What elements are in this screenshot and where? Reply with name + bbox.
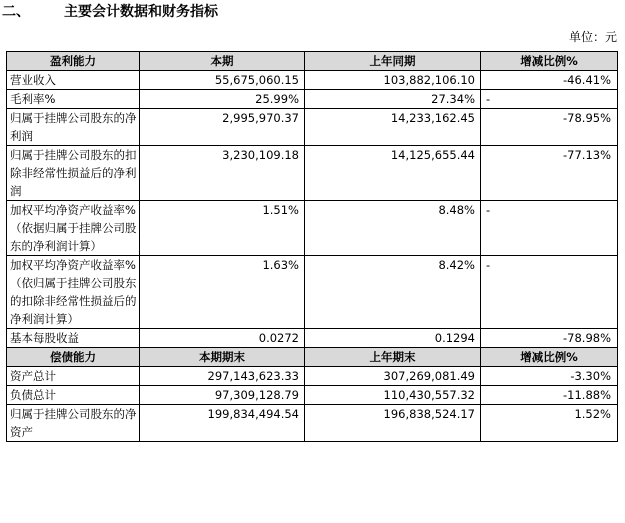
current-value: 0.0272 (140, 329, 305, 348)
row-label: 负债总计 (7, 386, 140, 405)
column-header: 增减比例% (481, 52, 618, 71)
section-heading (0, 2, 218, 22)
table-row (7, 386, 618, 405)
column-header: 上年期末 (305, 348, 481, 367)
change-value: - (481, 201, 618, 256)
current-value: 2,995,970.37 (140, 109, 305, 146)
row-label: 归属于挂牌公司股东的扣除非经常性损益后的净利润 (7, 146, 140, 201)
current-value: 3,230,109.18 (140, 146, 305, 201)
change-value: -78.98% (481, 329, 618, 348)
current-value: 1.63% (140, 256, 305, 329)
row-label: 营业收入 (7, 71, 140, 90)
table-row (7, 329, 618, 348)
current-value: 25.99% (140, 90, 305, 109)
previous-value: 8.42% (305, 256, 481, 329)
solvency-header-row (7, 348, 618, 367)
table-row (7, 256, 618, 329)
current-value: 199,834,494.54 (140, 405, 305, 442)
previous-value: 196,838,524.17 (305, 405, 481, 442)
previous-value: 27.34% (305, 90, 481, 109)
column-header: 偿债能力 (7, 348, 140, 367)
change-value: -11.88% (481, 386, 618, 405)
column-header: 上年同期 (305, 52, 481, 71)
change-value: -78.95% (481, 109, 618, 146)
section-title: 主要会计数据和财务指标 (64, 4, 218, 20)
previous-value: 307,269,081.49 (305, 367, 481, 386)
previous-value: 110,430,557.32 (305, 386, 481, 405)
table-row (7, 109, 618, 146)
column-header: 本期期末 (140, 348, 305, 367)
row-label: 基本每股收益 (7, 329, 140, 348)
change-value: -46.41% (481, 71, 618, 90)
previous-value: 103,882,106.10 (305, 71, 481, 90)
change-value: -3.30% (481, 367, 618, 386)
change-value: 1.52% (481, 405, 618, 442)
previous-value: 14,125,655.44 (305, 146, 481, 201)
unit-label: 单位：元 (568, 30, 617, 44)
previous-value: 14,233,162.45 (305, 109, 481, 146)
column-header: 增减比例% (481, 348, 618, 367)
current-value: 1.51% (140, 201, 305, 256)
change-value: - (481, 90, 618, 109)
table-row (7, 146, 618, 201)
row-label: 毛利率% (7, 90, 140, 109)
table-row (7, 201, 618, 256)
column-header: 本期 (140, 52, 305, 71)
financial-indicators-table (6, 51, 618, 442)
table-row (7, 405, 618, 442)
section-number: 二、 (2, 4, 30, 20)
profitability-header-row (7, 52, 618, 71)
table-row (7, 71, 618, 90)
column-header: 盈利能力 (7, 52, 140, 71)
table-row (7, 90, 618, 109)
row-label: 加权平均净资产收益率%（依归属于挂牌公司股东的扣除非经常性损益后的净利润计算） (7, 256, 140, 329)
change-value: - (481, 256, 618, 329)
current-value: 55,675,060.15 (140, 71, 305, 90)
current-value: 97,309,128.79 (140, 386, 305, 405)
current-value: 297,143,623.33 (140, 367, 305, 386)
row-label: 归属于挂牌公司股东的净资产 (7, 405, 140, 442)
row-label: 资产总计 (7, 367, 140, 386)
previous-value: 0.1294 (305, 329, 481, 348)
previous-value: 8.48% (305, 201, 481, 256)
row-label: 归属于挂牌公司股东的净利润 (7, 109, 140, 146)
row-label: 加权平均净资产收益率%（依据归属于挂牌公司股东的净利润计算） (7, 201, 140, 256)
table-row (7, 367, 618, 386)
change-value: -77.13% (481, 146, 618, 201)
